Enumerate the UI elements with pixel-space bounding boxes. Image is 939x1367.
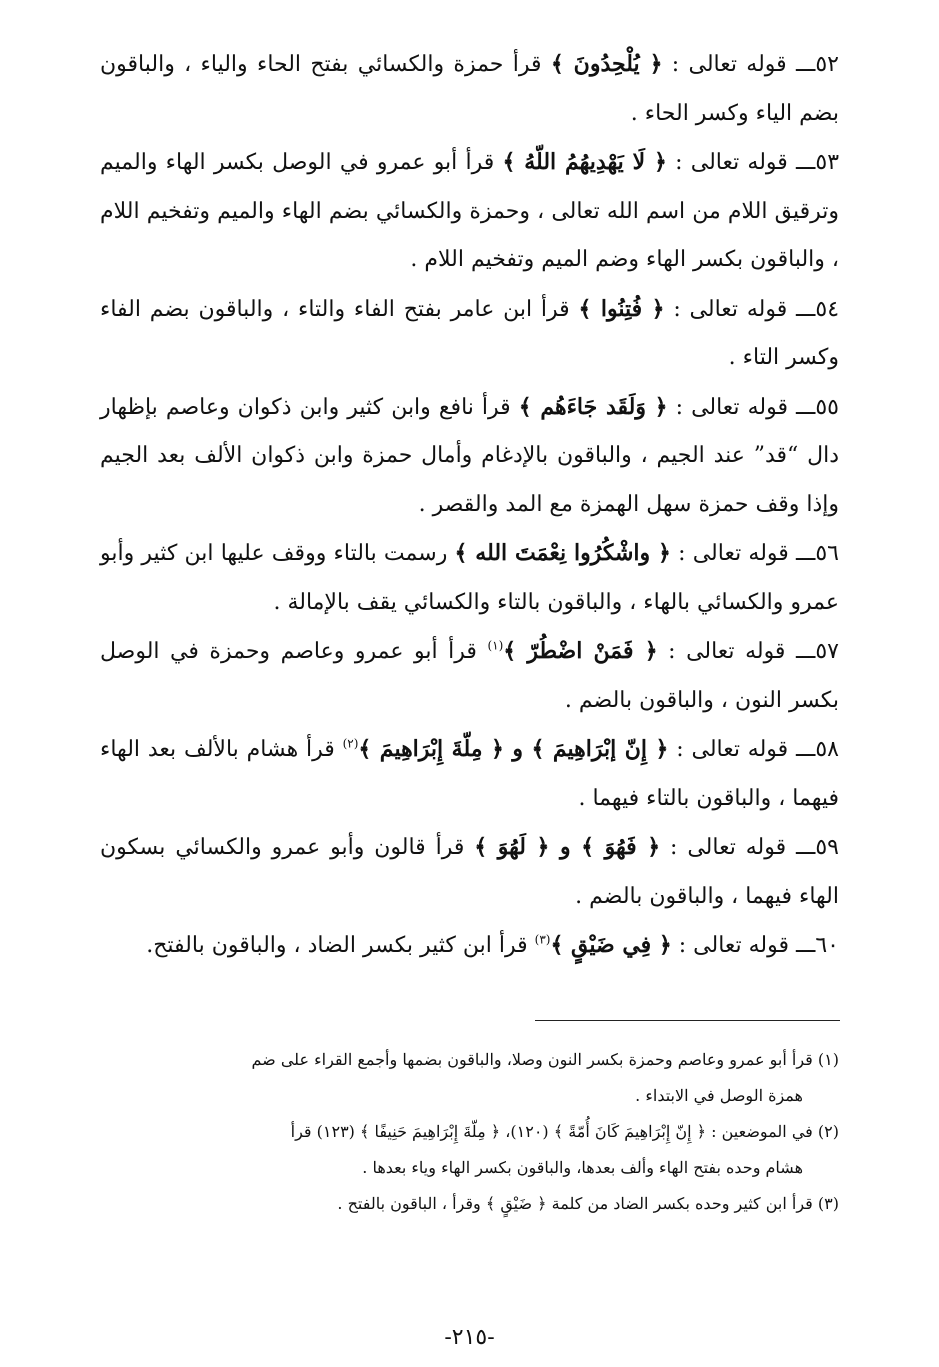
entry-number: ٥٤ـــ xyxy=(796,296,840,322)
footnote-continuation: همزة الوصل في الابتداء . xyxy=(635,1086,803,1105)
entry-intro: قوله تعالى : xyxy=(675,394,788,420)
entry-59 xyxy=(100,823,839,921)
entry-number: ٥٣ـــ xyxy=(796,150,840,175)
entry-number: ٦٠ـــ xyxy=(796,933,839,958)
page-number: -٢١٥- xyxy=(444,1325,495,1350)
footnote-mark: (١) xyxy=(817,1050,839,1069)
footnote-3 xyxy=(100,1186,839,1222)
quran-quote: ﴿ يُلْحِدُونَ ﴾ xyxy=(550,51,663,77)
entry-number: ٥٦ـــ xyxy=(795,541,839,566)
footnote-text: قرأ ابن كثير وحده بكسر الضاد من كلمة ﴿ ضَيْقٍ ﴾ وقرأ ، الباقون بالفتح . xyxy=(337,1194,813,1213)
entry-52 xyxy=(100,40,839,138)
entry-intro: قوله تعالى : xyxy=(670,835,787,860)
quran-quote: ﴿ واشْكُرُوا نِعْمَتَ الله ﴾ xyxy=(454,540,671,566)
entry-text: قرأ هشام بالألف بعد الهاء فيهما ، والباقون بالتاء فيهما . xyxy=(100,737,839,811)
entry-number: ٥٧ـــ xyxy=(795,639,839,664)
entry-intro: قوله تعالى : xyxy=(678,933,790,958)
entry-60 xyxy=(100,921,839,971)
entry-text: قرأ نافع وابن كثير وابن ذكوان وعاصم بإظهار دال “قد” عند الجيم ، والباقون بالإدغام وأمال حمزة وابن ذكوان الألف بعد الجيم وإذا وقف حمزة سهل الهمزة مع المد والقصر . xyxy=(100,394,839,517)
footnote-ref: (٣) xyxy=(534,932,551,947)
entry-58 xyxy=(100,725,839,823)
quran-quote: ﴿ فَمَنْ اضْطُرّ ﴾ xyxy=(503,638,658,664)
entry-intro: قوله تعالى : xyxy=(673,296,788,322)
entry-54 xyxy=(100,285,839,383)
footnote-2 xyxy=(100,1114,839,1186)
quran-quote: ﴿ لَا يَهْدِيهُمُ اللّهُ ﴾ xyxy=(502,149,667,175)
footnote-ref: (٢) xyxy=(342,736,359,751)
entry-intro: قوله تعالى : xyxy=(678,541,789,566)
quran-quote: ﴿ فِي ضَيْقٍ ﴾ xyxy=(550,932,672,958)
quran-quote: ﴿ إِنّ إبْرَاهِيمَ ﴾ و ﴿ مِلّةَ إِبْرَاهِيمَ ﴾ xyxy=(358,736,669,762)
entry-text: قرأ قالون وأبو عمرو والكسائي بسكون الهاء فيهما ، والباقون بالضم . xyxy=(100,835,839,909)
entry-intro: قوله تعالى : xyxy=(676,737,789,762)
entry-number: ٥٩ـــ xyxy=(796,835,839,860)
entry-text: قرأ أبو عمرو في الوصل بكسر الهاء والميم وترقيق اللام من اسم الله تعالى ، وحمزة والكسائي بضم الهاء والميم وتفخيم اللام ، والباقون بكسر الهاء وضم الميم وتفخيم اللام . xyxy=(100,150,839,272)
entry-intro: قوله تعالى : xyxy=(668,639,786,664)
footnote-mark: (٢) xyxy=(817,1122,839,1141)
entry-text: قرأ ابن كثير بكسر الضاد ، والباقون بالفتح. xyxy=(146,933,528,958)
entry-56 xyxy=(100,529,839,627)
quran-quote: ﴿ فَهُوَ ﴾ و ﴿ لَهُوَ ﴾ xyxy=(474,834,661,860)
footnote-mark: (٣) xyxy=(817,1194,839,1213)
footnote-text: قرأ أبو عمرو وعاصم وحمزة بكسر النون وصلا، والباقون بضمها وأجمع القراء على ضم xyxy=(251,1050,813,1069)
footnote-text: في الموضعين : ﴿ إِنّ إِبْرَاهِيمَ كَانَ أُمّةً ﴾ (١٢٠)، ﴿ مِلّةَ إِبْرَاهِيمَ حَنِيفًا ﴾ (١٢٣) قرأ xyxy=(290,1122,813,1141)
entry-text: قرأ حمزة والكسائي بفتح الحاء والياء ، والباقون بضم الياء وكسر الحاء . xyxy=(100,52,839,126)
main-text xyxy=(100,40,839,971)
entry-text: قرأ ابن عامر بفتح الفاء والتاء ، والباقون بضم الفاء وكسر التاء . xyxy=(100,296,839,370)
quran-quote: ﴿ وَلَقَد جَاءَهُم ﴾ xyxy=(518,393,668,420)
footnotes xyxy=(100,1042,839,1222)
entry-53 xyxy=(100,138,839,285)
entry-55 xyxy=(100,383,839,530)
footnote-ref: (١) xyxy=(487,638,504,653)
entry-number: ٥٢ـــ xyxy=(796,52,839,77)
entry-text: قرأ أبو عمرو وعاصم وحمزة في الوصل بكسر النون ، والباقون بالضم . xyxy=(100,639,839,713)
footnote-1 xyxy=(100,1042,839,1114)
entry-number: ٥٨ـــ xyxy=(796,737,839,762)
quran-quote: ﴿ فُتِنُوا ﴾ xyxy=(578,295,665,322)
entry-intro: قوله تعالى : xyxy=(675,150,788,175)
entry-intro: قوله تعالى : xyxy=(671,52,787,77)
entry-57 xyxy=(100,627,839,725)
footnote-continuation: هشام وحده بفتح الهاء وألف بعدها، والباقون بكسر الهاء وياء بعدها . xyxy=(362,1158,803,1177)
footnote-divider xyxy=(535,1020,840,1021)
entry-text: رسمت بالتاء ووقف عليها ابن كثير وأبو عمرو والكسائي بالهاء ، والباقون بالتاء والكسائي يقف بالإمالة . xyxy=(100,541,839,615)
entry-number: ٥٥ـــ xyxy=(796,394,839,420)
